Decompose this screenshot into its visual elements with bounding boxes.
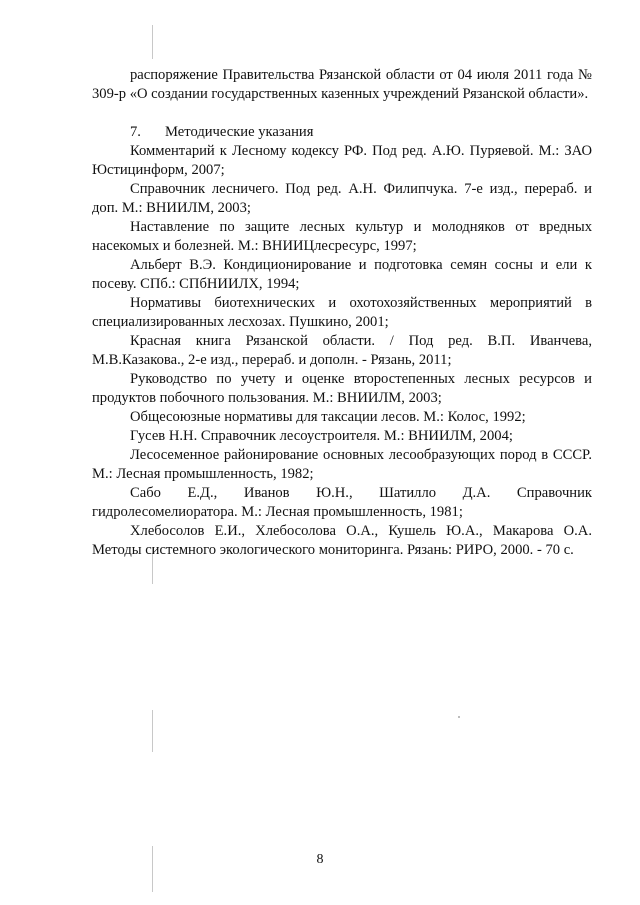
reference-item: Красная книга Рязанской области. / Под ред. В.П. Иванчева, М.В.Казакова., 2-е изд., перераб. и дополн. - Рязань, 2011;: [92, 333, 592, 368]
reference-item: Альберт В.Э. Кондиционирование и подготовка семян сосны и ели к посеву. СПб.: СПбНИИЛХ, 1994;: [92, 257, 592, 292]
reference-item: Хлебосолов Е.И., Хлебосолова О.А., Кушель Ю.А., Макарова О.А. Методы системного экологического мониторинга. Рязань: РИРО, 2000. - 70 с.: [92, 523, 592, 558]
reference-item: Руководство по учету и оценке второстепенных лесных ресурсов и продуктов побочного пользования. М.: ВНИИЛМ, 2003;: [92, 371, 592, 406]
reference-item: Лесосеменное районирование основных лесообразующих пород в СССР. М.: Лесная промышленность, 1982;: [92, 447, 592, 482]
reference-item: Наставление по защите лесных культур и молодняков от вредных насекомых и болезней. М.: ВНИИЦлесресурс, 1997;: [92, 219, 592, 254]
reference-item: Сабо Е.Д., Иванов Ю.Н., Шатилло Д.А. Справочник гидролесомелиоратора. М.: Лесная промышленность, 1981;: [92, 485, 592, 520]
intro-paragraph: распоряжение Правительства Рязанской области от 04 июля 2011 года № 309-р «О создании государственных казенных учреждений Рязанской области».: [92, 67, 592, 102]
section-number: 7.: [130, 124, 141, 140]
page-number: 8: [316, 852, 324, 867]
reference-item: Гусев Н.Н. Справочник лесоустроителя. М.: ВНИИЛМ, 2004;: [130, 428, 513, 444]
document-body: [92, 66, 592, 560]
scan-artifact-dot: [458, 716, 460, 718]
section-heading: [92, 123, 592, 142]
section-title: Методические указания: [165, 124, 314, 140]
scan-artifact-line-lower: [152, 710, 153, 752]
reference-item: Нормативы биотехнических и охотохозяйственных мероприятий в специализированных лесхозах. Пушкино, 2001;: [92, 295, 592, 330]
reference-item: Комментарий к Лесному кодексу РФ. Под ред. А.Ю. Пуряевой. М.: ЗАО Юстицинформ, 2007;: [92, 143, 592, 178]
reference-item: Справочник лесничего. Под ред. А.Н. Филипчука. 7-е изд., перераб. и доп. М.: ВНИИЛМ, 2003;: [92, 181, 592, 216]
scan-artifact-line-top: [152, 25, 153, 59]
reference-item: Общесоюзные нормативы для таксации лесов. М.: Колос, 1992;: [130, 409, 526, 425]
